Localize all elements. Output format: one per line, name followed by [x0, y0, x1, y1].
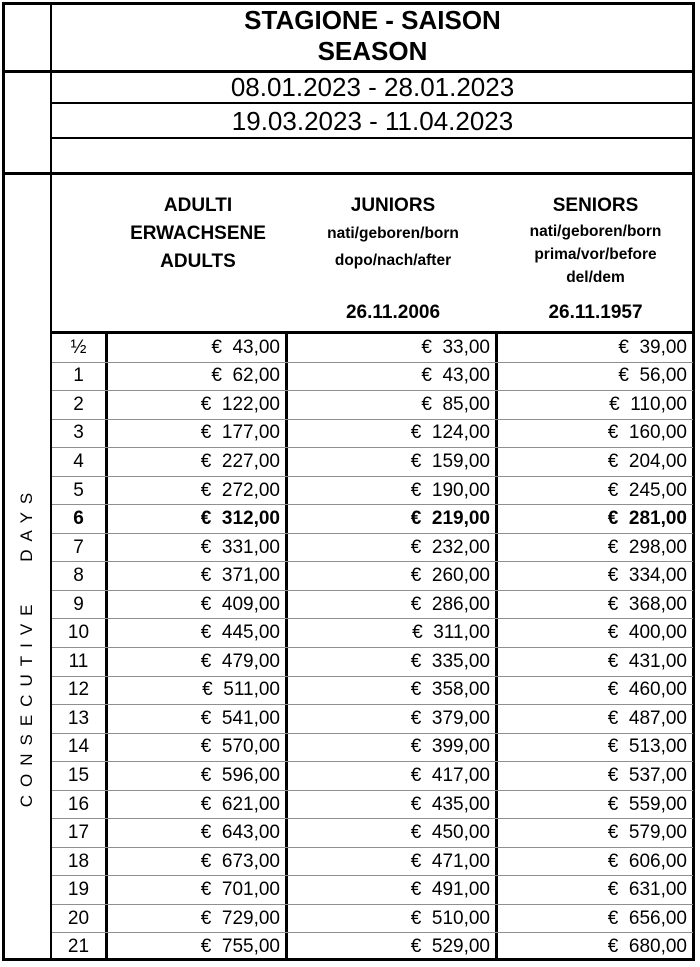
seniors-price-cell: € 431,00: [607, 650, 687, 672]
juniors-price-cell: € 311,00: [288, 619, 498, 647]
days-cell: 10: [52, 619, 108, 647]
adults-title-de: ERWACHSENE: [130, 223, 266, 244]
adults-price-cell: € 643,00: [108, 819, 288, 847]
seniors-price-cell: € 513,00: [607, 736, 687, 758]
days-cell: 4: [52, 448, 108, 476]
days-cell: 3: [52, 420, 108, 448]
seniors-price-cell: € 460,00: [607, 679, 687, 701]
adults-price-cell: € 511,00: [108, 677, 288, 705]
price-row: [52, 476, 693, 505]
season-title-line1: STAGIONE - SAISON: [244, 5, 501, 35]
price-row: [52, 875, 693, 904]
juniors-price-cell: € 286,00: [288, 591, 498, 619]
seniors-column-header: [498, 175, 693, 331]
days-cell: 16: [52, 791, 108, 819]
seniors-price-cell: € 537,00: [607, 764, 687, 786]
price-row: [52, 419, 693, 448]
adults-price-cell: € 409,00: [108, 591, 288, 619]
adults-price-cell: € 272,00: [108, 477, 288, 505]
seniors-price-cell: € 281,00: [607, 508, 687, 530]
adults-price-cell: € 227,00: [108, 448, 288, 476]
adults-price-cell: € 122,00: [108, 391, 288, 419]
adults-price-cell: € 596,00: [108, 762, 288, 790]
days-cell: 7: [52, 534, 108, 562]
seniors-born-label: nati/geboren/born: [529, 223, 662, 240]
seniors-before-label: prima/vor/before: [534, 246, 657, 263]
days-cell: 6: [52, 505, 108, 533]
days-cell: 21: [52, 933, 108, 961]
adults-price-cell: € 331,00: [108, 534, 288, 562]
season-title-line2: SEASON: [317, 36, 428, 66]
adults-price-cell: € 541,00: [108, 705, 288, 733]
price-row: [52, 447, 693, 476]
juniors-price-cell: € 33,00: [288, 334, 498, 362]
juniors-price-cell: € 417,00: [288, 762, 498, 790]
juniors-price-cell: € 491,00: [288, 876, 498, 904]
seniors-price-cell: € 368,00: [607, 593, 687, 615]
juniors-price-cell: € 219,00: [288, 505, 498, 533]
price-row: [52, 362, 693, 391]
seniors-price-cell: € 631,00: [607, 879, 687, 901]
juniors-birthdate: 26.11.2006: [345, 302, 441, 323]
days-cell: 5: [52, 477, 108, 505]
price-row: [52, 647, 693, 676]
days-cell: 19: [52, 876, 108, 904]
juniors-title: JUNIORS: [350, 195, 436, 216]
price-row: [52, 761, 693, 790]
adults-title-en: ADULTS: [160, 251, 236, 272]
juniors-price-cell: € 510,00: [288, 905, 498, 933]
days-cell: 15: [52, 762, 108, 790]
seniors-price-cell: € 245,00: [607, 479, 687, 501]
seniors-price-cell: € 56,00: [618, 365, 687, 387]
juniors-price-cell: € 159,00: [288, 448, 498, 476]
period-row-1: [52, 71, 693, 102]
adults-price-cell: € 621,00: [108, 791, 288, 819]
price-row: [52, 561, 693, 590]
seniors-ofthe-label: del/dem: [566, 269, 625, 286]
seniors-birthdate: 26.11.1957: [548, 302, 643, 323]
juniors-price-cell: € 124,00: [288, 420, 498, 448]
consecutive-days-label: CONSECUTIVE DAYS: [17, 484, 36, 808]
price-table-body: [52, 331, 693, 961]
price-row: [52, 790, 693, 819]
days-cell: 11: [52, 648, 108, 676]
price-row: [52, 733, 693, 762]
juniors-price-cell: € 379,00: [288, 705, 498, 733]
adults-price-cell: € 177,00: [108, 420, 288, 448]
seniors-price-cell: € 110,00: [609, 393, 687, 415]
adults-price-cell: € 570,00: [108, 734, 288, 762]
seniors-price-cell: € 160,00: [607, 422, 687, 444]
juniors-after-label: dopo/nach/after: [334, 252, 452, 269]
days-cell: 1: [52, 363, 108, 391]
price-row: [52, 818, 693, 847]
days-cell: 8: [52, 562, 108, 590]
price-row: [52, 618, 693, 647]
seniors-price-cell: € 204,00: [607, 450, 687, 472]
price-row: [52, 334, 693, 362]
seniors-price-cell: € 487,00: [607, 707, 687, 729]
juniors-price-cell: € 529,00: [288, 933, 498, 961]
juniors-price-cell: € 232,00: [288, 534, 498, 562]
price-row: [52, 676, 693, 705]
adults-price-cell: € 479,00: [108, 648, 288, 676]
adults-price-cell: € 701,00: [108, 876, 288, 904]
days-cell: 18: [52, 848, 108, 876]
seniors-price-cell: € 298,00: [607, 536, 687, 558]
seniors-price-cell: € 334,00: [607, 565, 687, 587]
juniors-price-cell: € 471,00: [288, 848, 498, 876]
adults-price-cell: € 673,00: [108, 848, 288, 876]
juniors-price-cell: € 85,00: [288, 391, 498, 419]
season-title: [52, 4, 693, 68]
price-row: [52, 533, 693, 562]
juniors-born-label: nati/geboren/born: [327, 225, 459, 242]
fare-header-spacer: [52, 175, 108, 331]
adults-price-cell: € 43,00: [108, 334, 288, 362]
days-cell: 2: [52, 391, 108, 419]
juniors-price-cell: € 450,00: [288, 819, 498, 847]
seniors-price-cell: € 680,00: [607, 936, 687, 958]
price-row: [52, 390, 693, 419]
juniors-price-cell: € 435,00: [288, 791, 498, 819]
adults-price-cell: € 62,00: [108, 363, 288, 391]
juniors-price-cell: € 335,00: [288, 648, 498, 676]
price-row: [52, 704, 693, 733]
price-row: [52, 590, 693, 619]
days-cell: 12: [52, 677, 108, 705]
adults-price-cell: € 312,00: [108, 505, 288, 533]
days-cell: 14: [52, 734, 108, 762]
price-row: [52, 847, 693, 876]
days-cell: 20: [52, 905, 108, 933]
adults-price-cell: € 729,00: [108, 905, 288, 933]
price-row: [52, 504, 693, 533]
days-cell: 13: [52, 705, 108, 733]
seniors-price-cell: € 579,00: [607, 822, 687, 844]
seniors-price-cell: € 39,00: [618, 336, 687, 358]
days-cell: 9: [52, 591, 108, 619]
adults-price-cell: € 371,00: [108, 562, 288, 590]
seniors-price-cell: € 656,00: [607, 907, 687, 929]
juniors-price-cell: € 190,00: [288, 477, 498, 505]
adults-price-cell: € 755,00: [108, 933, 288, 961]
period-row-2: [52, 104, 693, 137]
period2-bottom-divider: [52, 137, 693, 139]
period-1-dates: 08.01.2023 - 28.01.2023: [230, 71, 515, 102]
days-cell: 17: [52, 819, 108, 847]
juniors-price-cell: € 43,00: [288, 363, 498, 391]
seniors-price-cell: € 400,00: [607, 622, 687, 644]
seniors-title: SENIORS: [552, 195, 639, 216]
juniors-price-cell: € 358,00: [288, 677, 498, 705]
adults-title-it: ADULTI: [163, 195, 233, 216]
adults-price-cell: € 445,00: [108, 619, 288, 647]
juniors-price-cell: € 399,00: [288, 734, 498, 762]
seniors-price-cell: € 559,00: [607, 793, 687, 815]
adults-column-header: [108, 175, 288, 331]
period-2-dates: 19.03.2023 - 11.04.2023: [231, 105, 514, 136]
juniors-column-header: [288, 175, 498, 331]
seniors-price-cell: € 606,00: [607, 850, 687, 872]
days-cell: ½: [52, 334, 108, 362]
price-row: [52, 904, 693, 933]
fare-header-band: [52, 175, 693, 331]
price-row: [52, 932, 693, 961]
juniors-price-cell: € 260,00: [288, 562, 498, 590]
